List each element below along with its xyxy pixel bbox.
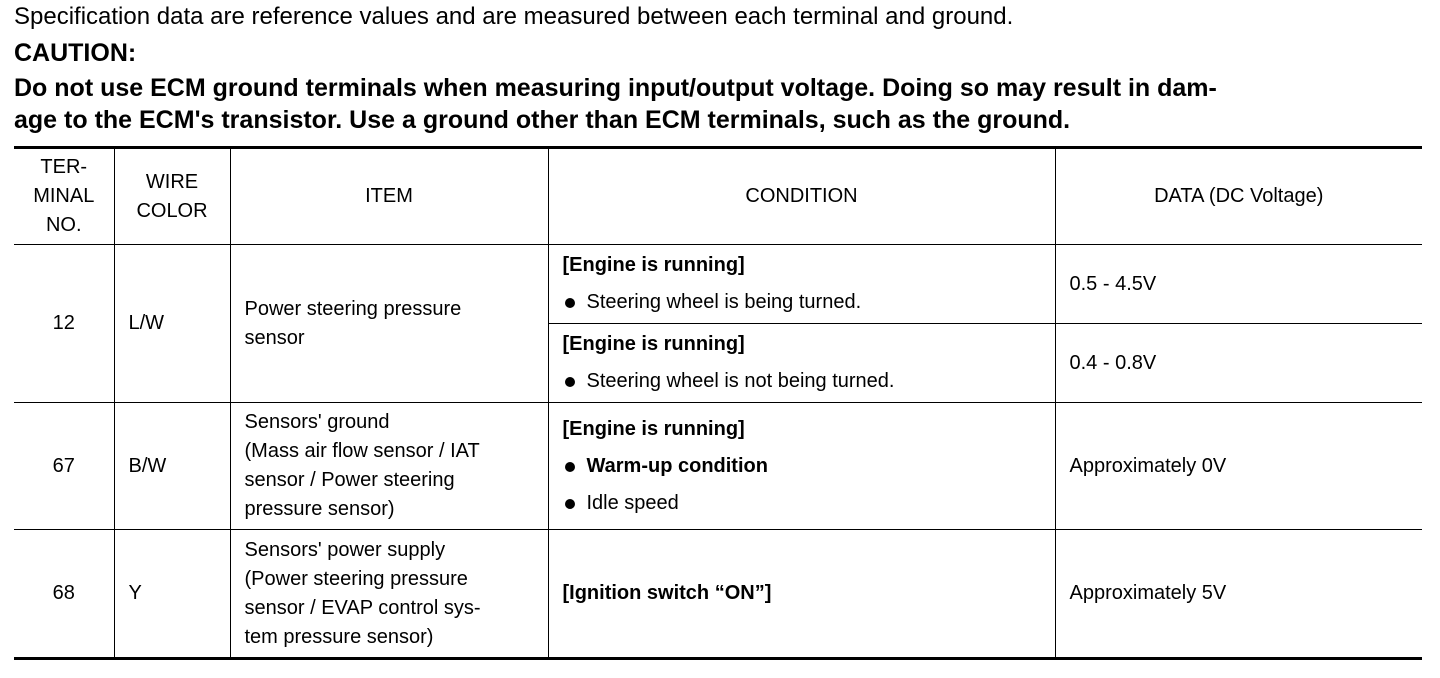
wire-color: Y <box>114 530 230 659</box>
condition-title: [Engine is running] <box>562 333 745 355</box>
condition-bullet: Steering wheel is not being turned. <box>563 367 1041 396</box>
header-wire-color: WIRE COLOR <box>114 148 230 245</box>
condition-title: [Ignition switch “ON”] <box>562 582 772 604</box>
header-data: DATA (DC Voltage) <box>1055 148 1422 245</box>
item-description: Sensors' power supply (Power steering pressure sensor / EVAP control sys- tem pressure sensor) <box>230 530 548 659</box>
table-row <box>14 403 1422 530</box>
caution-text <box>14 72 1426 136</box>
condition-bullet: Warm-up condition <box>563 452 1041 481</box>
table-header-row <box>14 148 1422 245</box>
condition-title: [Engine is running] <box>562 254 745 276</box>
condition-bullet: Steering wheel is being turned. <box>563 288 1041 317</box>
item-description: Sensors' ground (Mass air flow sensor / IAT sensor / Power steering pressure sensor) <box>230 403 548 530</box>
terminal-number: 67 <box>14 403 114 530</box>
table-row <box>14 530 1422 659</box>
condition-cell <box>548 324 1055 403</box>
terminal-number: 68 <box>14 530 114 659</box>
intro-text: Specification data are reference values and are measured between each terminal and ground. <box>14 3 1014 30</box>
header-terminal-no: TER- MINAL NO. <box>14 148 114 245</box>
caution-line-2: age to the ECM's transistor. Use a ground other than ECM terminals, such as the ground. <box>14 106 1071 134</box>
condition-cell <box>548 245 1055 324</box>
data-value: Approximately 5V <box>1055 530 1422 659</box>
ecm-terminal-table <box>14 146 1422 660</box>
condition-title: [Engine is running] <box>562 417 745 440</box>
wire-color: B/W <box>114 403 230 530</box>
wire-color: L/W <box>114 245 230 403</box>
header-condition: CONDITION <box>548 148 1055 245</box>
data-value: 0.5 - 4.5V <box>1055 245 1422 324</box>
terminal-number: 12 <box>14 245 114 403</box>
table-row <box>14 245 1422 324</box>
data-value: 0.4 - 0.8V <box>1055 324 1422 403</box>
header-item: ITEM <box>230 148 548 245</box>
caution-heading: CAUTION: <box>14 39 137 67</box>
data-value: Approximately 0V <box>1055 403 1422 530</box>
condition-cell <box>548 530 1055 659</box>
condition-cell <box>548 403 1055 530</box>
condition-bullet: Idle speed <box>563 489 1041 518</box>
item-description: Power steering pressure sensor <box>230 245 548 403</box>
caution-line-1: Do not use ECM ground terminals when measuring input/output voltage. Doing so may result in dam- <box>14 74 1217 102</box>
